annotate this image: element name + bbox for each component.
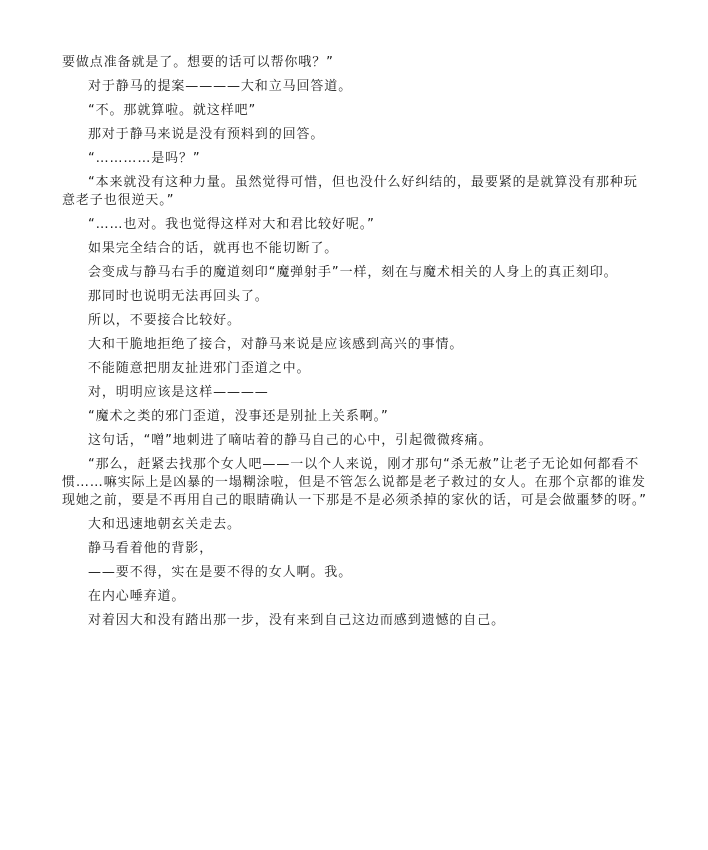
paragraph-15: “魔术之类的邪门歪道，没事还是别扯上关系啊。” xyxy=(88,409,389,424)
paragraph-17: “那么，赶紧去找那个女人吧——一以个人来说，刚才那句“杀无赦”让老子无论如何都看不惯……嘛实际上是凶暴的一塌糊涂啦，但是不管怎么说都是老子救过的女人。在那个京都的谁发现她之前，要是不再用自己的眼睛确认一下那是不是必须杀掉的家伙的话，可是会做噩梦的呀。” xyxy=(62,457,647,508)
paragraph-16: 这句话，“噌”地刺进了嘀咕着的静马自己的心中，引起微微疼痛。 xyxy=(88,433,493,448)
paragraph-7: “……也对。我也觉得这样对大和君比较好呢。” xyxy=(88,217,375,232)
paragraph-4: 那对于静马来说是没有预料到的回答。 xyxy=(88,127,325,142)
paragraph-21: 在内心唾弃道。 xyxy=(88,589,186,604)
paragraph-13: 不能随意把朋友扯进邪门歪道之中。 xyxy=(88,361,311,376)
paragraph-5: “…………是吗？” xyxy=(88,151,201,166)
paragraph-2: 对于静马的提案————大和立马回答道。 xyxy=(88,79,353,94)
paragraph-11: 所以，不要接合比较好。 xyxy=(88,313,241,328)
paragraph-9: 会变成与静马右手的魔道刻印“魔弹射手”一样，刻在与魔术相关的人身上的真正刻印。 xyxy=(88,265,618,280)
paragraph-6: “本来就没有这种力量。虽然觉得可惜，但也没什么好纠结的，最要紧的是就算没有那种玩意老子也很逆天。” xyxy=(62,175,638,208)
paragraph-10: 那同时也说明无法再回头了。 xyxy=(88,289,269,304)
paragraph-22: 对着因大和没有踏出那一步，没有来到自己这边而感到遗憾的自己。 xyxy=(88,613,506,628)
paragraph-3: “不。那就算啦。就这样吧” xyxy=(88,103,257,118)
paragraph-20: ——要不得，实在是要不得的女人啊。我。 xyxy=(88,565,353,580)
paragraph-14: 对，明明应该是这样———— xyxy=(88,385,269,400)
paragraph-8: 如果完全结合的话，就再也不能切断了。 xyxy=(88,241,339,256)
paragraph-12: 大和干脆地拒绝了接合，对静马来说是应该感到高兴的事情。 xyxy=(88,337,464,352)
paragraph-1: 要做点准备就是了。想要的话可以帮你哦？” xyxy=(62,55,334,70)
paragraph-18: 大和迅速地朝玄关走去。 xyxy=(88,517,241,532)
paragraph-19: 静马看着他的背影， xyxy=(88,541,214,556)
